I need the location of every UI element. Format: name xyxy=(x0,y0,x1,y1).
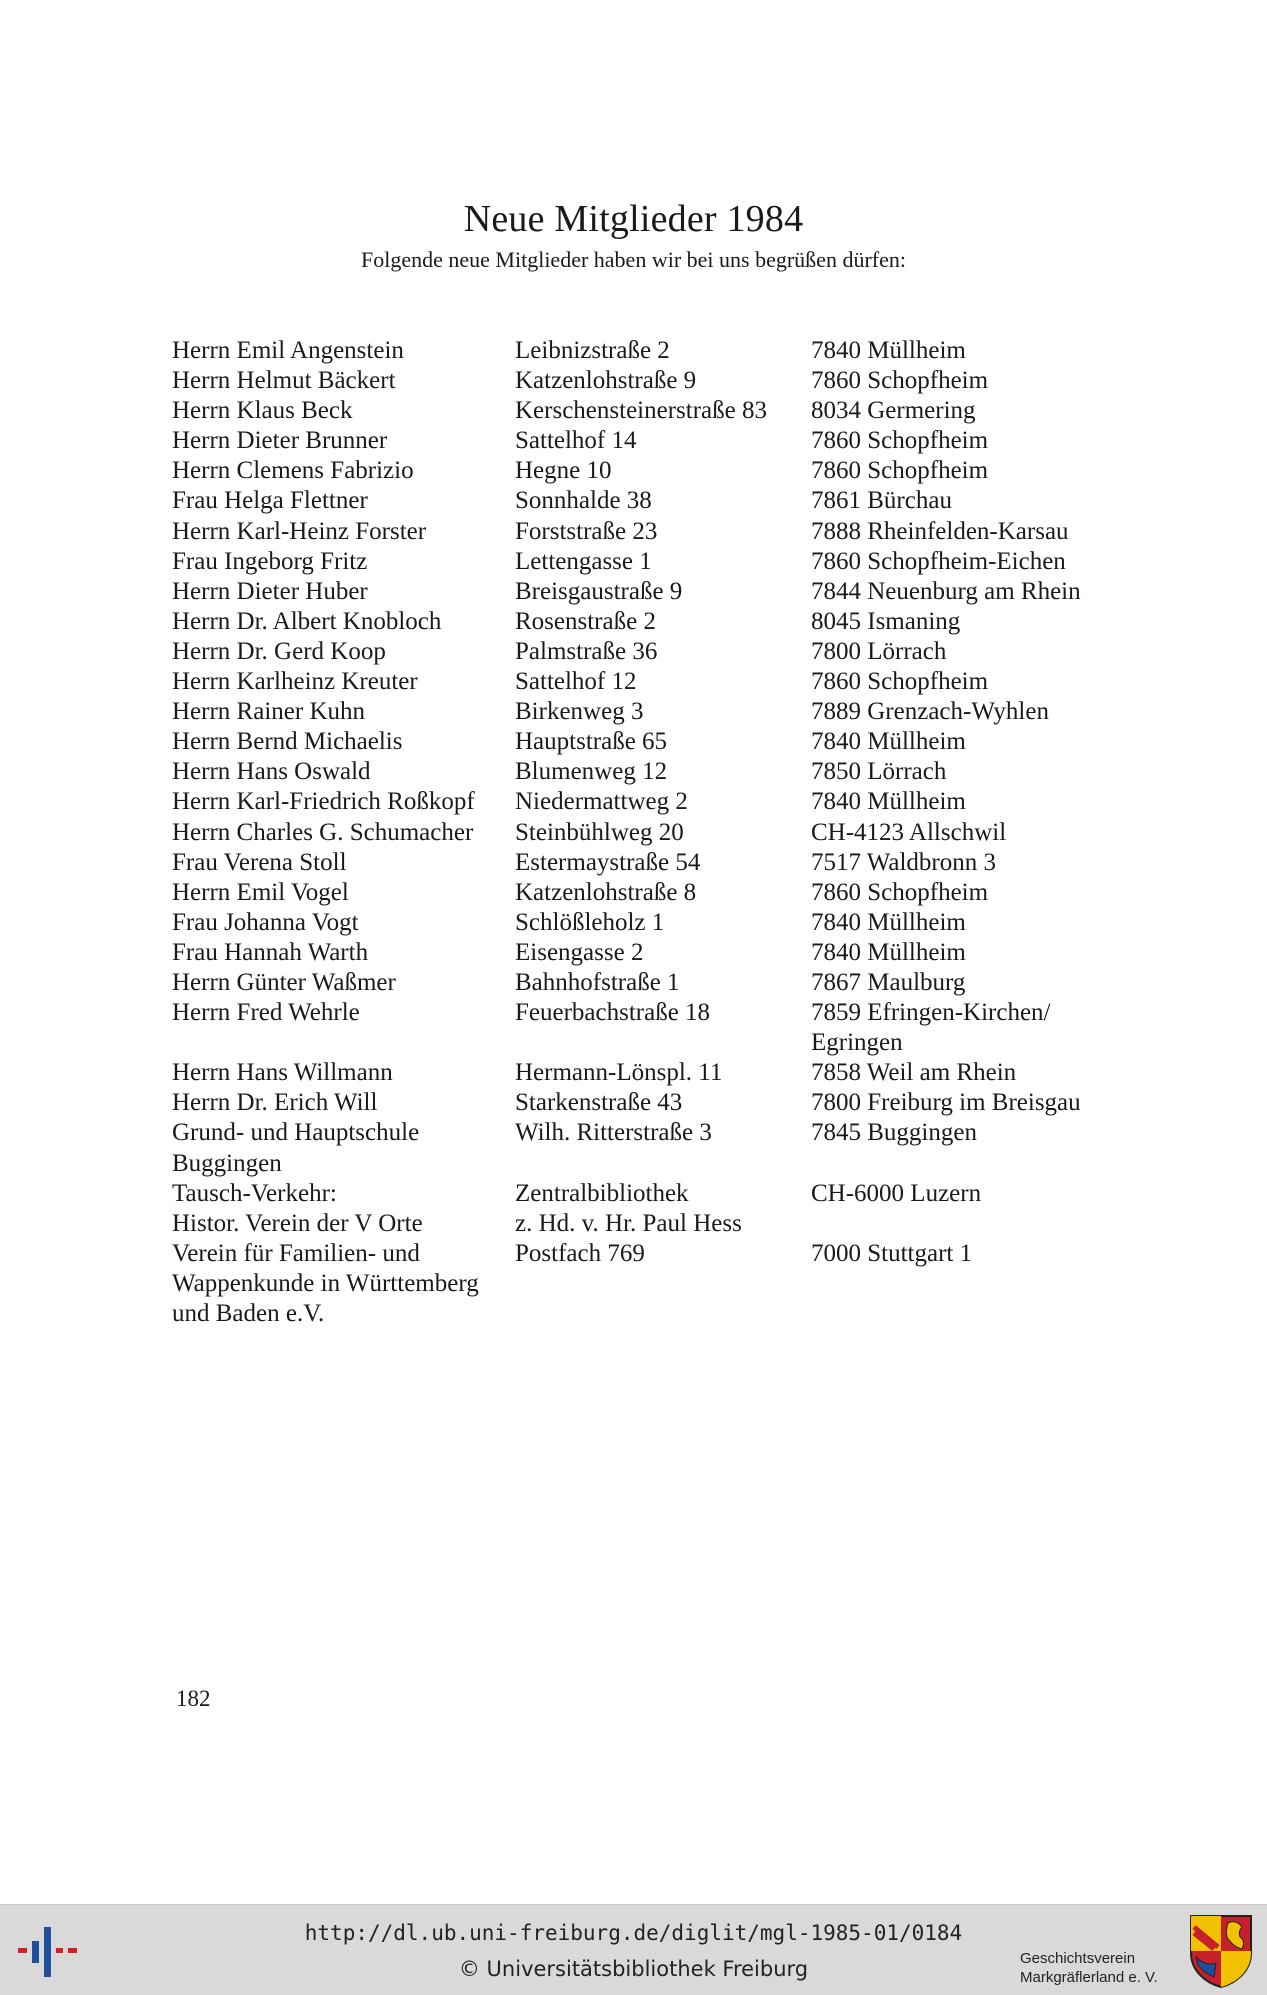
member-name-line: Tausch-Verkehr: xyxy=(172,1179,337,1207)
member-city xyxy=(811,547,1112,577)
member-street-line: Hegne 10 xyxy=(515,457,612,485)
member-name xyxy=(172,426,515,456)
member-name-line: Herrn Clemens Fabrizio xyxy=(172,457,414,485)
member-name xyxy=(172,336,515,366)
member-street-line: Rosenstraße 2 xyxy=(515,607,656,635)
member-city xyxy=(811,1088,1112,1118)
member-city xyxy=(811,486,1112,516)
member-city-line: 7844 Neuenburg am Rhein xyxy=(811,577,1081,605)
member-row xyxy=(172,968,1112,998)
member-city-line: 7860 Schopfheim xyxy=(811,457,989,485)
member-city xyxy=(811,697,1112,727)
member-row xyxy=(172,486,1112,516)
member-city-line: 8045 Ismaning xyxy=(811,607,961,635)
member-row xyxy=(172,366,1112,396)
member-name xyxy=(172,938,515,968)
member-street xyxy=(515,818,811,848)
member-street xyxy=(515,697,811,727)
member-street xyxy=(515,1209,811,1239)
member-street-line: Postfach 769 xyxy=(515,1239,645,1267)
coat-of-arms-icon[interactable] xyxy=(1188,1913,1254,1989)
member-city xyxy=(811,667,1112,697)
member-city xyxy=(811,637,1112,667)
page-title: Neue Mitglieder 1984 xyxy=(463,198,804,241)
member-name-line: Herrn Karlheinz Kreuter xyxy=(172,668,418,696)
member-street xyxy=(515,366,811,396)
member-name xyxy=(172,517,515,547)
member-city-line: 7860 Schopfheim xyxy=(811,367,989,395)
member-name-line: Frau Ingeborg Fritz xyxy=(172,547,368,575)
member-row xyxy=(172,998,1112,1058)
member-name-line: Frau Johanna Vogt xyxy=(172,908,359,936)
member-city-line: 7840 Müllheim xyxy=(811,788,966,816)
member-name xyxy=(172,998,515,1058)
member-city xyxy=(811,878,1112,908)
member-name-line: Herrn Hans Oswald xyxy=(172,758,371,786)
member-name xyxy=(172,727,515,757)
member-name xyxy=(172,396,515,426)
member-name xyxy=(172,366,515,396)
member-list xyxy=(172,336,1112,1329)
member-name-line: Herrn Dieter Brunner xyxy=(172,427,388,455)
member-city-line: 7860 Schopfheim xyxy=(811,878,989,906)
member-name-line: Grund- und Hauptschule xyxy=(172,1119,420,1147)
member-row xyxy=(172,667,1112,697)
member-city xyxy=(811,1179,1112,1209)
member-city-line: 7858 Weil am Rhein xyxy=(811,1059,1017,1087)
member-name-line: Herrn Dieter Huber xyxy=(172,577,368,605)
member-city-line: 7840 Müllheim xyxy=(811,938,966,966)
member-city-line: 7800 Freiburg im Breisgau xyxy=(811,1089,1081,1117)
member-street xyxy=(515,908,811,938)
member-name-line: Wappenkunde in Württemberg xyxy=(172,1269,479,1297)
member-row xyxy=(172,607,1112,637)
member-city-line: 8034 Germering xyxy=(811,397,976,425)
member-street xyxy=(515,998,811,1058)
member-city xyxy=(811,456,1112,486)
member-city-line: 7840 Müllheim xyxy=(811,908,966,936)
member-street xyxy=(515,938,811,968)
member-city xyxy=(811,336,1112,366)
member-name xyxy=(172,1239,515,1329)
member-street xyxy=(515,727,811,757)
member-street-line: Katzenlohstraße 8 xyxy=(515,878,697,906)
member-city-line: 7859 Efringen-Kirchen/ xyxy=(811,999,1051,1027)
member-street xyxy=(515,848,811,878)
member-name xyxy=(172,787,515,817)
page-number: 182 xyxy=(176,1686,211,1711)
member-city xyxy=(811,848,1112,878)
member-city-line: CH-6000 Luzern xyxy=(811,1179,982,1207)
member-city xyxy=(811,396,1112,426)
document-url-link[interactable]: http://dl.ub.uni-freiburg.de/diglit/mgl-1985-01/0184 xyxy=(304,1921,963,1945)
member-name xyxy=(172,486,515,516)
intro-text: Folgende neue Mitglieder haben wir bei uns begrüßen dürfen: xyxy=(361,247,906,272)
member-street-line: Bahnhofstraße 1 xyxy=(515,968,680,996)
member-row xyxy=(172,1179,1112,1209)
member-street-line: Forststraße 23 xyxy=(515,517,658,545)
member-street xyxy=(515,486,811,516)
member-city-line: 7867 Maulburg xyxy=(811,968,966,996)
member-city xyxy=(811,1239,1112,1329)
member-city xyxy=(811,426,1112,456)
member-name xyxy=(172,667,515,697)
member-row xyxy=(172,727,1112,757)
society-name xyxy=(1020,1949,1158,1987)
member-city-line: 7000 Stuttgart 1 xyxy=(811,1239,973,1267)
member-city-line xyxy=(811,1209,1112,1239)
member-name xyxy=(172,1058,515,1088)
member-street-line: Sonnhalde 38 xyxy=(515,487,652,515)
member-city xyxy=(811,517,1112,547)
member-city-line: 7889 Grenzach-Wyhlen xyxy=(811,698,1049,726)
member-city xyxy=(811,818,1112,848)
member-name xyxy=(172,878,515,908)
member-name-line: Buggingen xyxy=(172,1149,282,1177)
member-street-line: Sattelhof 12 xyxy=(515,668,637,696)
member-name xyxy=(172,908,515,938)
member-row xyxy=(172,848,1112,878)
member-city-line: 7850 Lörrach xyxy=(811,758,947,786)
member-street xyxy=(515,757,811,787)
member-street xyxy=(515,968,811,998)
copyright-text: © Universitätsbibliothek Freiburg xyxy=(458,1957,809,1981)
member-street-line: Sattelhof 14 xyxy=(515,427,637,455)
member-street xyxy=(515,396,811,426)
member-name xyxy=(172,456,515,486)
member-name-line: und Baden e.V. xyxy=(172,1300,325,1327)
member-row xyxy=(172,336,1112,366)
member-city xyxy=(811,607,1112,637)
member-name xyxy=(172,577,515,607)
member-name-line: Herrn Helmut Bäckert xyxy=(172,367,396,395)
member-row xyxy=(172,1209,1112,1239)
member-row xyxy=(172,757,1112,787)
member-street-line: Estermaystraße 54 xyxy=(515,848,701,876)
member-street-line: Niedermattweg 2 xyxy=(515,788,688,816)
footer-bar xyxy=(0,1904,1267,1995)
member-city xyxy=(811,727,1112,757)
member-name-line: Frau Verena Stoll xyxy=(172,848,347,876)
member-row xyxy=(172,1118,1112,1178)
member-row xyxy=(172,1088,1112,1118)
member-city-line: CH-4123 Allschwil xyxy=(811,818,1007,846)
member-name xyxy=(172,1118,515,1178)
member-street xyxy=(515,1239,811,1329)
member-row xyxy=(172,517,1112,547)
member-street-line: Zentralbibliothek xyxy=(515,1179,689,1207)
member-row xyxy=(172,547,1112,577)
member-name-line: Herrn Karl-Heinz Forster xyxy=(172,517,427,545)
member-street-line: Katzenlohstraße 9 xyxy=(515,367,697,395)
member-street xyxy=(515,336,811,366)
member-street-line: Palmstraße 36 xyxy=(515,637,658,665)
member-street-line: Wilh. Ritterstraße 3 xyxy=(515,1119,712,1147)
member-city-line: 7840 Müllheim xyxy=(811,337,966,364)
member-street-line: Birkenweg 3 xyxy=(515,698,644,726)
society-name-line1: Geschichtsverein xyxy=(1020,1950,1136,1967)
member-name-line: Herrn Rainer Kuhn xyxy=(172,698,365,726)
member-street-line: Eisengasse 2 xyxy=(515,938,644,966)
member-name-line: Herrn Hans Willmann xyxy=(172,1059,393,1087)
member-city xyxy=(811,787,1112,817)
member-name-line: Herrn Charles G. Schumacher xyxy=(172,818,474,846)
member-row xyxy=(172,456,1112,486)
member-city xyxy=(811,1209,1112,1239)
member-row xyxy=(172,1239,1112,1329)
member-name-line: Frau Helga Flettner xyxy=(172,487,368,515)
member-city xyxy=(811,938,1112,968)
member-street xyxy=(515,577,811,607)
member-city xyxy=(811,757,1112,787)
member-name xyxy=(172,547,515,577)
member-name-line: Herrn Dr. Erich Will xyxy=(172,1089,378,1117)
member-row xyxy=(172,878,1112,908)
member-city-line: 7845 Buggingen xyxy=(811,1119,977,1147)
member-name-line: Herrn Günter Waßmer xyxy=(172,968,396,996)
member-street-line: Feuerbachstraße 18 xyxy=(515,999,711,1027)
member-city xyxy=(811,1118,1112,1178)
member-city-line: 7861 Bürchau xyxy=(811,487,952,515)
member-street xyxy=(515,426,811,456)
member-name xyxy=(172,818,515,848)
member-name xyxy=(172,1179,515,1209)
member-row xyxy=(172,818,1112,848)
society-name-line2: Markgräflerland e. V. xyxy=(1020,1969,1158,1986)
member-street-line: Leibnizstraße 2 xyxy=(515,337,670,364)
member-name xyxy=(172,637,515,667)
member-city xyxy=(811,366,1112,396)
member-city xyxy=(811,577,1112,607)
member-city-line: 7800 Lörrach xyxy=(811,637,947,665)
member-city-line: 7860 Schopfheim xyxy=(811,668,989,696)
member-name-line: Herrn Dr. Albert Knobloch xyxy=(172,607,442,635)
member-street-line: Blumenweg 12 xyxy=(515,758,668,786)
member-city-line: Egringen xyxy=(811,1029,903,1057)
member-street xyxy=(515,547,811,577)
member-row xyxy=(172,577,1112,607)
member-city xyxy=(811,1058,1112,1088)
member-street xyxy=(515,787,811,817)
member-name-line: Frau Hannah Warth xyxy=(172,938,369,966)
member-street-line: Lettengasse 1 xyxy=(515,547,652,575)
member-name xyxy=(172,607,515,637)
member-row xyxy=(172,697,1112,727)
member-street-line: Kerschensteinerstraße 83 xyxy=(515,397,767,425)
member-city-line: 7860 Schopfheim-Eichen xyxy=(811,547,1066,575)
member-street xyxy=(515,1179,811,1209)
member-street xyxy=(515,607,811,637)
member-name-line: Herrn Emil Vogel xyxy=(172,878,349,906)
member-name-line: Histor. Verein der V Orte xyxy=(172,1209,423,1237)
member-name-line: Herrn Dr. Gerd Koop xyxy=(172,637,386,665)
member-street-line: z. Hd. v. Hr. Paul Hess xyxy=(515,1209,742,1237)
member-name xyxy=(172,1088,515,1118)
member-row xyxy=(172,426,1112,456)
member-name xyxy=(172,697,515,727)
member-row xyxy=(172,787,1112,817)
member-street xyxy=(515,637,811,667)
member-row xyxy=(172,908,1112,938)
member-name-line: Herrn Fred Wehrle xyxy=(172,999,360,1027)
member-name-line: Herrn Karl-Friedrich Roßkopf xyxy=(172,788,475,816)
member-street-line: Steinbühlweg 20 xyxy=(515,818,684,846)
member-row xyxy=(172,396,1112,426)
member-street-line: Hermann-Lönspl. 11 xyxy=(515,1059,723,1087)
member-city-line: 7860 Schopfheim xyxy=(811,427,989,455)
member-name xyxy=(172,848,515,878)
member-street-line: Schlößleholz 1 xyxy=(515,908,665,936)
member-street xyxy=(515,1058,811,1088)
member-street xyxy=(515,1088,811,1118)
member-row xyxy=(172,637,1112,667)
member-street-line: Breisgaustraße 9 xyxy=(515,577,683,605)
member-city xyxy=(811,908,1112,938)
member-street xyxy=(515,878,811,908)
member-city xyxy=(811,968,1112,998)
member-name xyxy=(172,1209,515,1239)
member-street xyxy=(515,456,811,486)
member-row xyxy=(172,1058,1112,1088)
member-street xyxy=(515,667,811,697)
member-name xyxy=(172,757,515,787)
member-name xyxy=(172,968,515,998)
member-name-line: Herrn Klaus Beck xyxy=(172,397,353,425)
member-name-line: Herrn Bernd Michaelis xyxy=(172,728,403,756)
member-name-line: Herrn Emil Angenstein xyxy=(172,337,404,364)
member-city-line: 7517 Waldbronn 3 xyxy=(811,848,997,876)
member-row xyxy=(172,938,1112,968)
member-street xyxy=(515,517,811,547)
member-city-line: 7888 Rheinfelden-Karsau xyxy=(811,517,1069,545)
member-street-line: Starkenstraße 43 xyxy=(515,1089,683,1117)
member-city-line: 7840 Müllheim xyxy=(811,728,966,756)
member-street-line: Hauptstraße 65 xyxy=(515,728,668,756)
member-city xyxy=(811,998,1112,1058)
member-name-line: Verein für Familien- und xyxy=(172,1239,420,1267)
member-street xyxy=(515,1118,811,1178)
